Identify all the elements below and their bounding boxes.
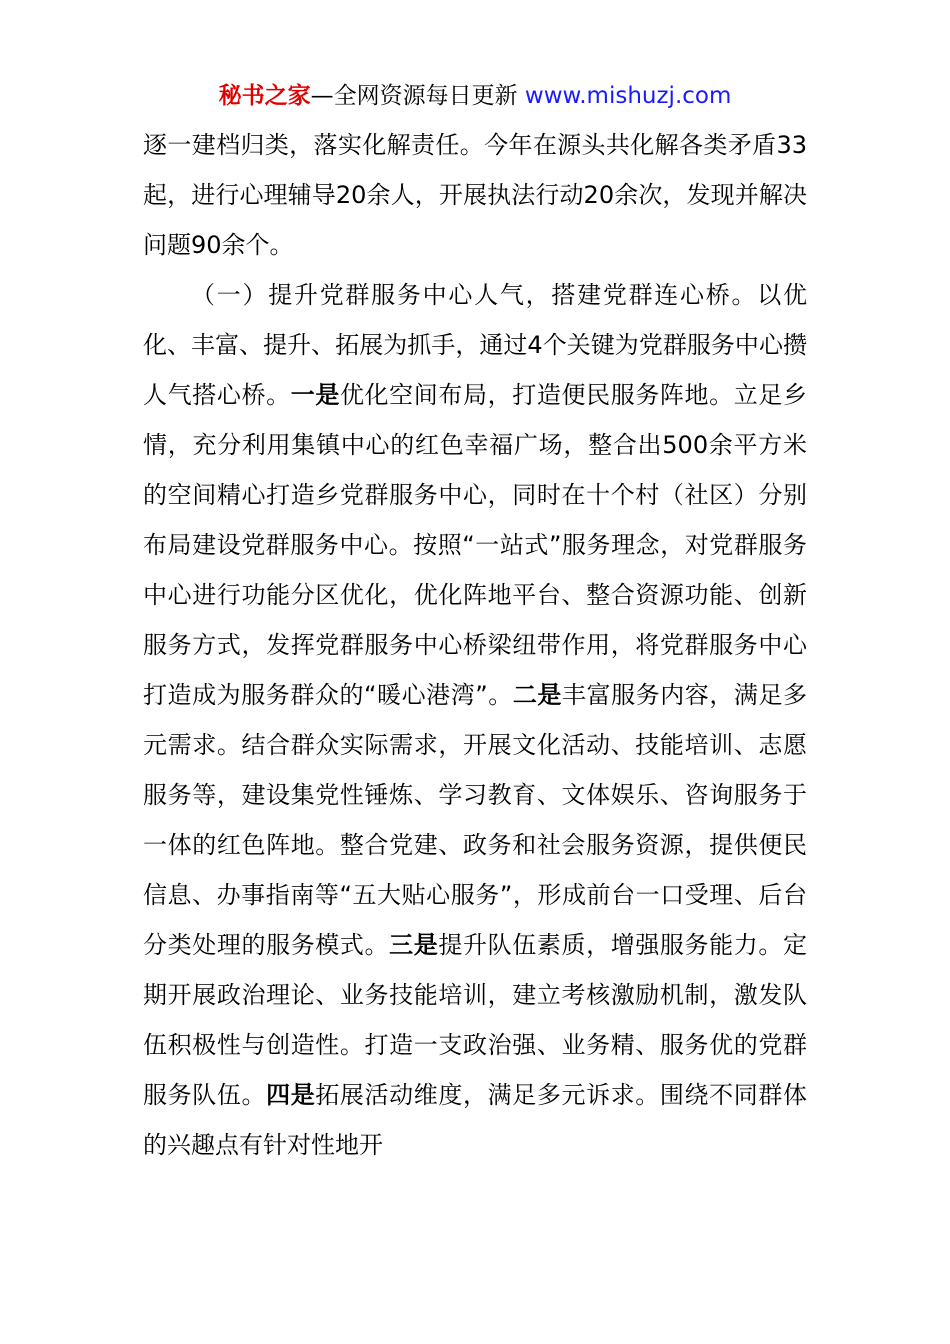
document-body (143, 120, 807, 1170)
point-label-3: 三是 (389, 931, 439, 959)
brand-name: 秘书之家 (218, 83, 311, 109)
point-label-2: 二是 (512, 681, 562, 709)
point-text-2: 丰富服务内容，满足多元需求。结合群众实际需求，开展文化活动、技能培训、志愿服务等，建设集党性锤炼、学习教育、文体娱乐、咨询服务于一体的红色阵地。整合党建、政务和社会服务资源，提供便民信息、办事指南等“五大贴心服务”，形成前台一口受理、后台分类处理的服务模式。 (143, 681, 808, 959)
point-label-1: 一是 (290, 381, 340, 409)
point-text-4: 拓展活动维度，满足多元诉求。围绕不同群体的兴趣点有针对性地开 (143, 1081, 808, 1159)
site-url-link[interactable]: www.mishuzj.com (524, 83, 732, 109)
header-tagline: —全网资源每日更新 (310, 83, 525, 109)
point-label-4: 四是 (266, 1081, 316, 1109)
paragraph-continuation: 逐一建档归类，落实化解责任。今年在源头共化解各类矛盾33起，进行心理辅导20余人，开展执法行动20余次，发现并解决问题90余个。 (143, 131, 807, 259)
point-text-3: 提升队伍素质，增强服务能力。定期开展政治理论、业务技能培训，建立考核激励机制，激发队伍积极性与创造性。打造一支政治强、业务精、服务优的党群服务队伍。 (143, 931, 808, 1109)
point-text-1: 优化空间布局，打造便民服务阵地。立足乡情，充分利用集镇中心的红色幸福广场，整合出500余平方米的空间精心打造乡党群服务中心，同时在十个村（社区）分别布局建设党群服务中心。按照“一站式”服务理念，对党群服务中心进行功能分区优化，优化阵地平台、整合资源功能、创新服务方式，发挥党群服务中心桥梁纽带作用，将党群服务中心打造成为服务群众的“暖心港湾”。 (143, 381, 808, 709)
section-intro: （一）提升党群服务中心人气，搭建党群连心桥。以优化、丰富、提升、拓展为抓手，通过4个关键为党群服务中心攒人气搭心桥。 (143, 281, 807, 409)
paragraph-section-one (143, 270, 807, 1170)
site-header (0, 80, 950, 112)
